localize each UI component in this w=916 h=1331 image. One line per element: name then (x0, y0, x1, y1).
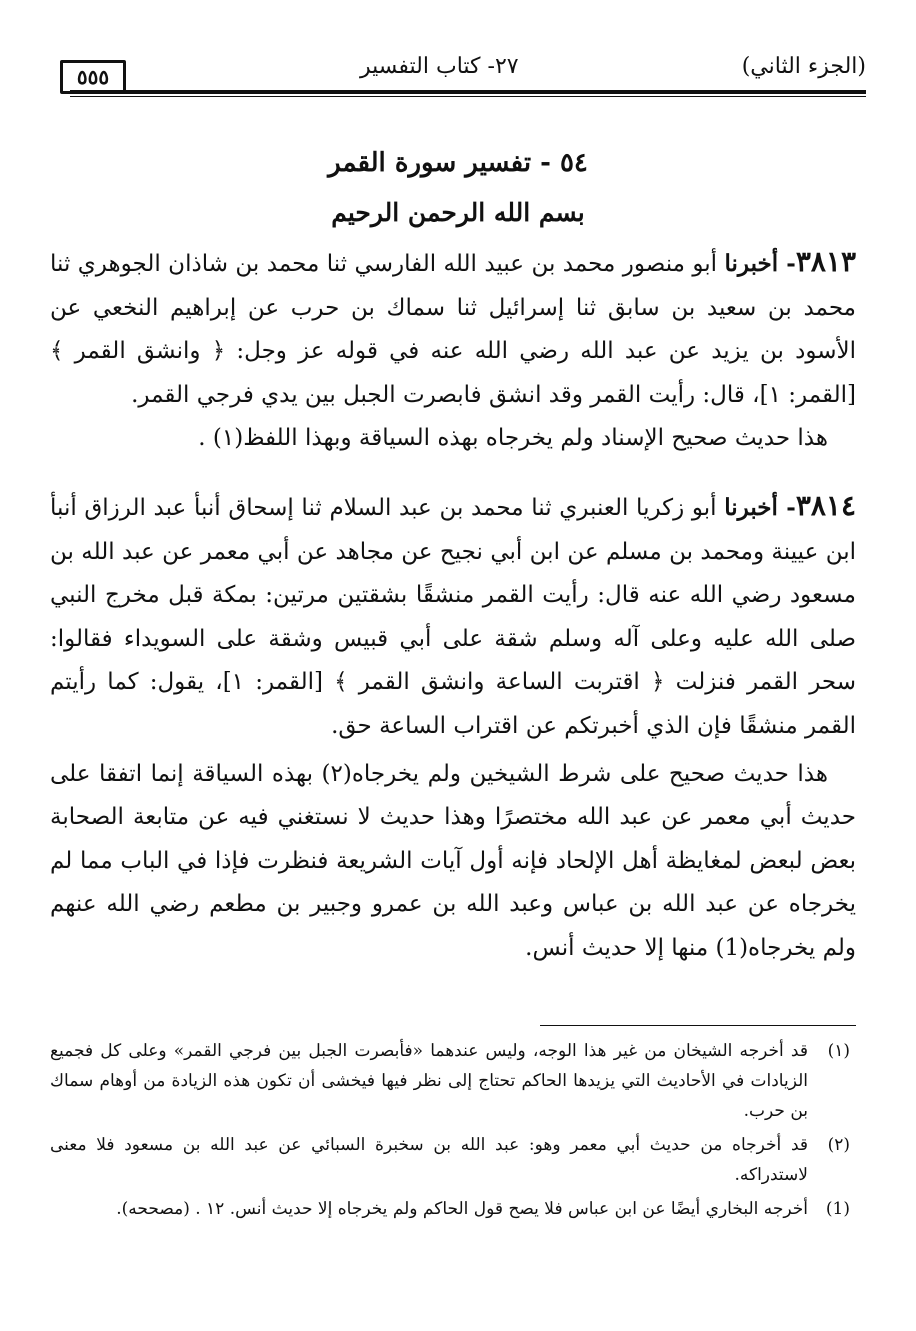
hadith-lead: - أخبرنا (724, 250, 796, 277)
basmala: بسم الله الرحمن الرحيم (331, 198, 585, 227)
hadith-text: أبو منصور محمد بن عبيد الله الفارسي ثنا محمد بن شاذان الجوهري ثنا محمد بن سعيد بن سابق ثنا إسرائيل ثنا سماك بن حرب عن إبراهيم النخعي عن الأسود بن يزيد عن عبد الله رضي الله عنه في قوله عز وجل: ﴿ وانشق القمر ﴾ [القمر: ١]، قال: رأيت القمر وقد انشق فابصرت الجبل بين يدي فرجي القمر. (50, 251, 856, 408)
hadith-grading: هذا حديث صحيح الإسناد ولم يخرجاه بهذه السياقة وبهذا اللفظ(١) . (198, 425, 828, 452)
footnote (50, 1036, 850, 1126)
hadith-number: ٣٨١٣ (795, 245, 856, 278)
header-rule-thin (70, 96, 866, 97)
footnote-mark: (1) (825, 1199, 850, 1219)
hadith-grading: هذا حديث صحيح على شرط الشيخين ولم يخرجاه(٢) بهذه السياقة إنما اتفقا على حديث أبي معمر عن عبد الله مختصرًا وهذا حديث لا نستغني فيه عن متابعة الصحابة بعض لبعض لمغايظة أهل الإلحاد فإنه أول آيات الشريعة فنظرت فإذا في الباب مما لم يخرجاه عن عبد الله بن عباس وعبد الله بن عمرو وجبير بن مطعم رضي الله عنهم ولم يخرجاه(1) منها إلا حديث أنس. (50, 760, 856, 961)
page-number: ٥٥٥ (60, 60, 126, 94)
footnote-mark: (٢) (827, 1135, 850, 1155)
book-title: ٢٧- كتاب التفسير (360, 54, 519, 79)
footnote-mark: (١) (827, 1041, 850, 1061)
footnote-text: قد أخرجاه من حديث أبي معمر وهو: عبد الله بن سخبرة السبائي عن عبد الله بن مسعود فلا معنى لاستدراكه. (50, 1135, 808, 1185)
footnote-text: أخرجه البخاري أيضًا عن ابن عباس فلا يصح قول الحاكم ولم يخرجاه إلا حديث أنس. ١٢ . (مصححه). (116, 1199, 808, 1219)
footnote (50, 1194, 850, 1224)
volume-label: (الجزء الثاني) (741, 54, 866, 79)
hadith-3814 (50, 484, 856, 971)
hadith-3813 (50, 240, 856, 461)
hadith-3813-body (50, 240, 856, 417)
hadith-3814-body (50, 484, 856, 749)
surah-title: ٥٤ - تفسير سورة القمر (328, 148, 588, 178)
running-header (60, 52, 866, 92)
footnote (50, 1130, 850, 1190)
hadith-text: أبو زكريا العنبري ثنا محمد بن عبد السلام ثنا إسحاق أنبأ عبد الرزاق أنبأ ابن عيينة ومحمد بن مسلم عن ابن أبي نجيح عن مجاهد عن أبي معمر عن عبد الله بن مسعود رضي الله عنه قال: رأيت القمر منشقًا بشقتين مرتين: بمكة قبل مخرج النبي صلى الله عليه وعلى آله وسلم شقة على أبي قبيس وشقة على السويداء فقالوا: سحر القمر فنزلت ﴿ اقتربت الساعة وانشق القمر ﴾ [القمر: ١]، يقول: كما رأيتم القمر منشقًا فإن الذي أخبرتكم عن اقتراب الساعة حق. (50, 495, 857, 739)
hadith-lead: - أخبرنا (724, 494, 796, 521)
hadith-number: ٣٨١٤ (795, 489, 856, 522)
header-rule-thick (70, 90, 866, 94)
footnote-separator (540, 1025, 856, 1026)
footnote-text: قد أخرجه الشيخان من غير هذا الوجه، وليس عندهما «فأبصرت الجبل بين فرجي القمر» وعلى كل فجميع الزيادات في الأحاديث التي يزيدها الحاكم تحتاج إلى نظر فيها فيخشى أن تكون هذه الزيادة من أوهام سماك بن حرب. (50, 1041, 808, 1121)
footnotes (50, 1036, 850, 1228)
